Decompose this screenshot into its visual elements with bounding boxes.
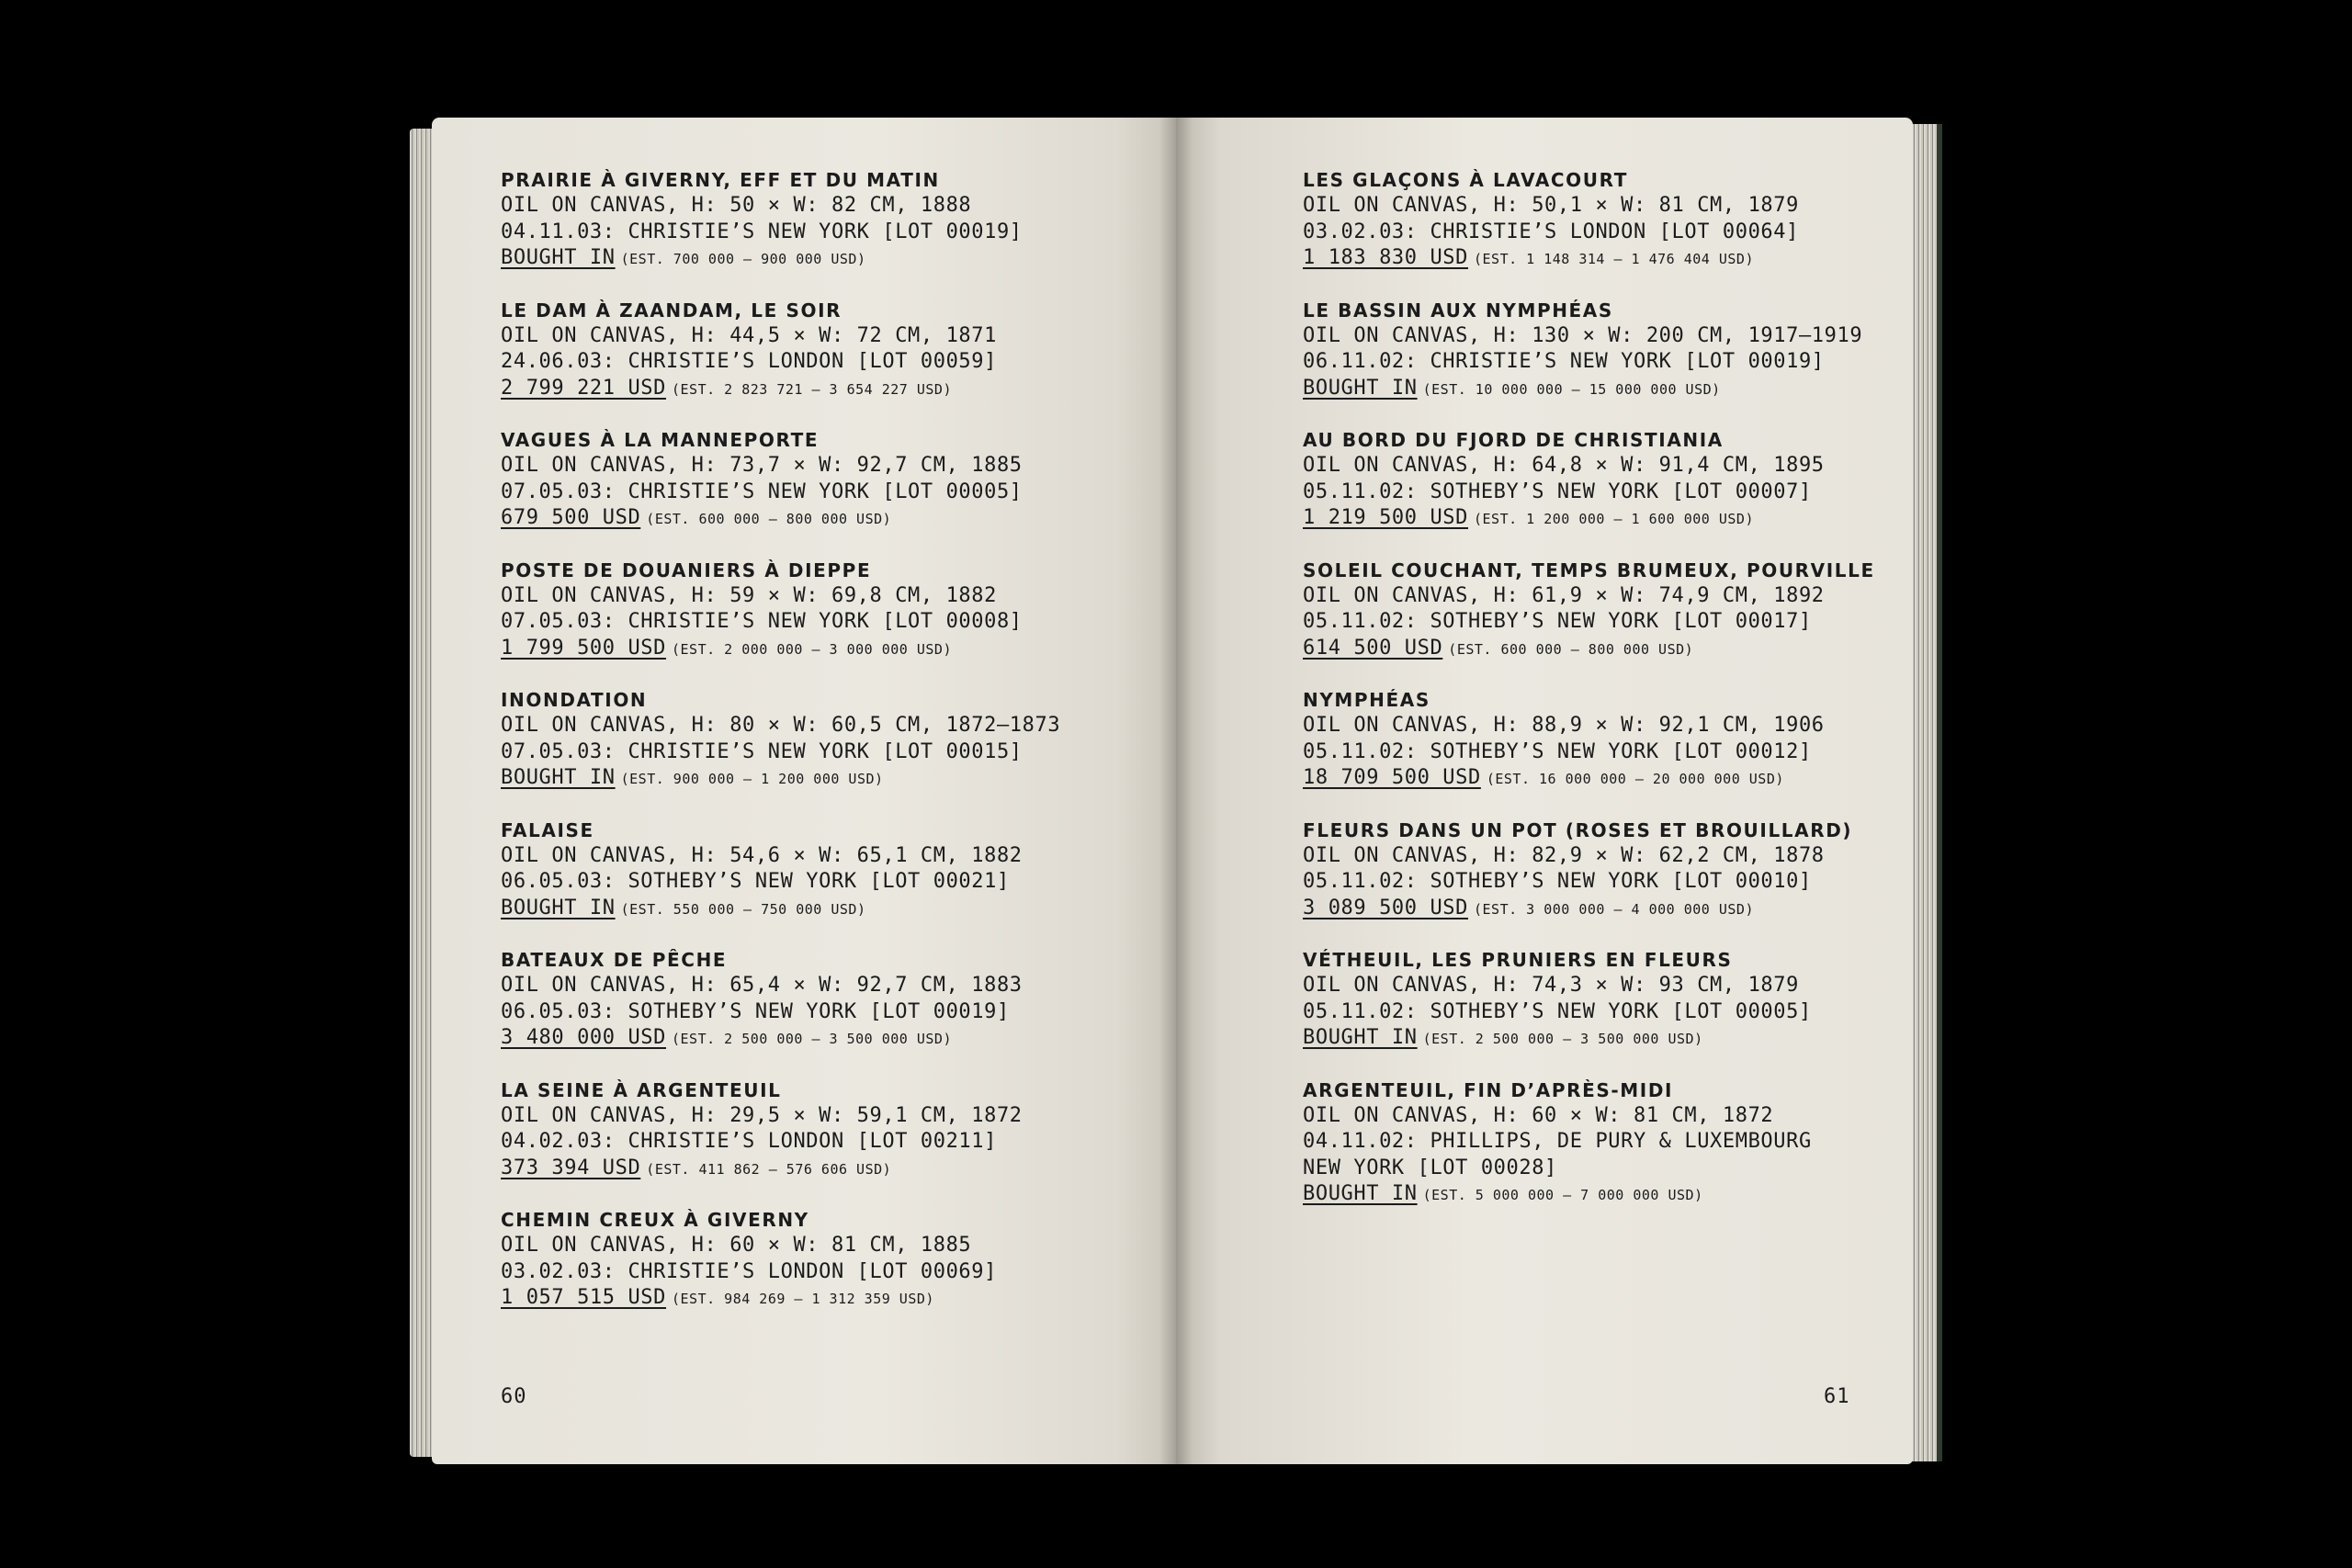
- entry-price: BOUGHT IN: [501, 246, 616, 269]
- auction-entry: [501, 167, 1144, 298]
- entry-title: LA SEINE À ARGENTEUIL: [501, 1078, 782, 1101]
- page-number-left: 60: [501, 1385, 527, 1408]
- entry-sale: 05.11.02: SOTHEBY’S NEW YORK [LOT 00010]: [1303, 870, 1812, 893]
- auction-entry: [1303, 687, 1891, 818]
- entry-sale: 04.11.03: CHRISTIE’S NEW YORK [LOT 00019]: [501, 220, 1023, 243]
- entry-medium: OIL ON CANVAS, H: 61,9 × W: 74,9 CM, 1892: [1303, 583, 1825, 607]
- right-page-entries: [1303, 167, 1891, 1207]
- entry-price: 679 500 USD: [501, 506, 641, 529]
- entry-estimate: (EST. 600 000 – 800 000 USD): [1448, 640, 1694, 658]
- entry-estimate: (EST. 411 862 – 576 606 USD): [646, 1160, 892, 1178]
- auction-entry: [501, 1207, 1144, 1337]
- entry-estimate: (EST. 16 000 000 – 20 000 000 USD): [1486, 771, 1784, 787]
- entry-price-line: [501, 1025, 1144, 1052]
- auction-entry: [501, 298, 1144, 428]
- entry-price: 614 500 USD: [1303, 636, 1443, 660]
- entry-price-line: [1303, 505, 1891, 532]
- entry-estimate: (EST. 1 200 000 – 1 600 000 USD): [1474, 511, 1754, 527]
- book-gutter: [1159, 118, 1193, 1464]
- entry-price: 2 799 221 USD: [501, 376, 666, 400]
- entry-medium: OIL ON CANVAS, H: 82,9 × W: 62,2 CM, 1878: [1303, 843, 1825, 867]
- entry-price: 3 480 000 USD: [501, 1026, 666, 1049]
- entry-price: 1 219 500 USD: [1303, 506, 1468, 529]
- entry-medium: OIL ON CANVAS, H: 88,9 × W: 92,1 CM, 1906: [1303, 714, 1825, 737]
- entry-title: LE BASSIN AUX NYMPHÉAS: [1303, 299, 1613, 321]
- page-number-right: 61: [1824, 1385, 1850, 1408]
- auction-entry: [1303, 818, 1891, 948]
- entry-sale: 05.11.02: SOTHEBY’S NEW YORK [LOT 00012]: [1303, 739, 1812, 763]
- entry-sale: 06.11.02: CHRISTIE’S NEW YORK [LOT 00019]: [1303, 350, 1825, 373]
- entry-price: BOUGHT IN: [1303, 1026, 1418, 1049]
- entry-sale: 03.02.03: CHRISTIE’S LONDON [LOT 00064]: [1303, 220, 1799, 243]
- entry-price: 1 183 830 USD: [1303, 246, 1468, 269]
- auction-entry: [501, 558, 1144, 688]
- entry-title: VAGUES À LA MANNEPORTE: [501, 429, 820, 451]
- entry-estimate: (EST. 10 000 000 – 15 000 000 USD): [1422, 380, 1721, 398]
- entry-medium: OIL ON CANVAS, H: 50 × W: 82 CM, 1888: [501, 194, 972, 217]
- entry-price: 1 799 500 USD: [501, 636, 666, 660]
- entry-medium: OIL ON CANVAS, H: 60 × W: 81 CM, 1872: [1303, 1103, 1774, 1127]
- entry-title: VÉTHEUIL, LES PRUNIERS EN FLEURS: [1303, 949, 1733, 971]
- entry-medium: OIL ON CANVAS, H: 60 × W: 81 CM, 1885: [501, 1234, 972, 1257]
- entry-title: SOLEIL COUCHANT, TEMPS BRUMEUX, POURVILLE: [1303, 558, 1875, 581]
- auction-entry: [1303, 427, 1891, 558]
- entry-title: NYMPHÉAS: [1303, 689, 1430, 711]
- entry-medium: OIL ON CANVAS, H: 80 × W: 60,5 CM, 1872–1873: [501, 714, 1061, 737]
- entry-title: LES GLAÇONS À LAVACOURT: [1303, 169, 1628, 191]
- entry-price-line: [1303, 245, 1891, 272]
- entry-price: 1 057 515 USD: [501, 1286, 666, 1309]
- entry-estimate: (EST. 900 000 – 1 200 000 USD): [620, 771, 884, 787]
- entry-price-line: [501, 245, 1144, 272]
- entry-medium: OIL ON CANVAS, H: 29,5 × W: 59,1 CM, 1872: [501, 1103, 1023, 1127]
- entry-price-line: [1303, 896, 1891, 922]
- auction-entry: [501, 1077, 1144, 1208]
- entry-medium: OIL ON CANVAS, H: 64,8 × W: 91,4 CM, 1895: [1303, 454, 1825, 477]
- entry-sale: 07.05.03: CHRISTIE’S NEW YORK [LOT 00015]: [501, 739, 1023, 763]
- entry-medium: OIL ON CANVAS, H: 73,7 × W: 92,7 CM, 1885: [501, 454, 1023, 477]
- entry-price-line: [1303, 376, 1891, 402]
- entry-price-line: [501, 636, 1144, 662]
- entry-title: BATEAUX DE PÊCHE: [501, 949, 728, 971]
- auction-entry: [1303, 1077, 1891, 1208]
- auction-entry: [501, 687, 1144, 818]
- entry-sale-continued: NEW YORK [LOT 00028]: [1303, 1156, 1557, 1179]
- entry-title: FALAISE: [501, 818, 594, 841]
- entry-medium: OIL ON CANVAS, H: 74,3 × W: 93 CM, 1879: [1303, 974, 1799, 997]
- entry-estimate: (EST. 2 000 000 – 3 000 000 USD): [672, 640, 952, 658]
- entry-price: 3 089 500 USD: [1303, 896, 1468, 919]
- entry-estimate: (EST. 600 000 – 800 000 USD): [646, 511, 892, 527]
- entry-estimate: (EST. 550 000 – 750 000 USD): [620, 900, 866, 918]
- entry-title: POSTE DE DOUANIERS À DIEPPE: [501, 558, 872, 581]
- entry-title: AU BORD DU FJORD DE CHRISTIANIA: [1303, 429, 1724, 451]
- entry-price-line: [501, 765, 1144, 792]
- entry-sale: 04.02.03: CHRISTIE’S LONDON [LOT 00211]: [501, 1130, 997, 1153]
- entry-medium: OIL ON CANVAS, H: 50,1 × W: 81 CM, 1879: [1303, 194, 1799, 217]
- entry-estimate: (EST. 700 000 – 900 000 USD): [620, 251, 866, 267]
- entry-price-line: [501, 505, 1144, 532]
- entry-title: INONDATION: [501, 689, 648, 711]
- entry-price: BOUGHT IN: [501, 766, 616, 789]
- entry-sale: 07.05.03: CHRISTIE’S NEW YORK [LOT 00005]: [501, 479, 1023, 503]
- entry-estimate: (EST. 2 500 000 – 3 500 000 USD): [672, 1031, 952, 1047]
- entry-price: BOUGHT IN: [1303, 376, 1418, 400]
- entry-title: ARGENTEUIL, FIN D’APRÈS-MIDI: [1303, 1078, 1674, 1101]
- entry-price-line: [501, 376, 1144, 402]
- entry-estimate: (EST. 3 000 000 – 4 000 000 USD): [1474, 900, 1754, 918]
- entry-sale: 05.11.02: SOTHEBY’S NEW YORK [LOT 00007]: [1303, 479, 1812, 503]
- entry-price-line: [1303, 1025, 1891, 1052]
- entry-price-line: [1303, 636, 1891, 662]
- auction-entry: [501, 818, 1144, 948]
- entry-estimate: (EST. 2 500 000 – 3 500 000 USD): [1422, 1031, 1703, 1047]
- auction-entry: [501, 427, 1144, 558]
- entry-medium: OIL ON CANVAS, H: 65,4 × W: 92,7 CM, 1883: [501, 974, 1023, 997]
- entry-medium: OIL ON CANVAS, H: 44,5 × W: 72 CM, 1871: [501, 323, 997, 347]
- auction-entry: [501, 947, 1144, 1077]
- auction-entry: [1303, 167, 1891, 298]
- entry-price-line: [1303, 1181, 1891, 1208]
- entry-sale: 03.02.03: CHRISTIE’S LONDON [LOT 00069]: [501, 1259, 997, 1283]
- entry-medium: OIL ON CANVAS, H: 130 × W: 200 CM, 1917–1919: [1303, 323, 1863, 347]
- entry-estimate: (EST. 5 000 000 – 7 000 000 USD): [1422, 1187, 1703, 1203]
- entry-medium: OIL ON CANVAS, H: 59 × W: 69,8 CM, 1882: [501, 583, 997, 607]
- entry-sale: 06.05.03: SOTHEBY’S NEW YORK [LOT 00021]: [501, 870, 1010, 893]
- auction-entry: [1303, 298, 1891, 428]
- left-page-edges: [410, 129, 434, 1457]
- entry-price-line: [501, 896, 1144, 922]
- entry-sale: 07.05.03: CHRISTIE’S NEW YORK [LOT 00008]: [501, 610, 1023, 633]
- entry-price-line: [501, 1285, 1144, 1312]
- entry-price: 18 709 500 USD: [1303, 766, 1481, 789]
- entry-estimate: (EST. 2 823 721 – 3 654 227 USD): [672, 380, 952, 398]
- entry-price-line: [1303, 765, 1891, 792]
- entry-title: PRAIRIE À GIVERNY, EFF ET DU MATIN: [501, 169, 940, 191]
- entry-sale: 05.11.02: SOTHEBY’S NEW YORK [LOT 00017]: [1303, 610, 1812, 633]
- entry-title: LE DAM À ZAANDAM, LE SOIR: [501, 299, 842, 321]
- entry-price-line: [501, 1156, 1144, 1182]
- auction-entry: [1303, 947, 1891, 1077]
- left-page-entries: [501, 167, 1144, 1337]
- entry-price: BOUGHT IN: [1303, 1182, 1418, 1205]
- entry-estimate: (EST. 984 269 – 1 312 359 USD): [672, 1291, 934, 1307]
- entry-title: FLEURS DANS UN POT (ROSES ET BROUILLARD): [1303, 818, 1853, 841]
- entry-estimate: (EST. 1 148 314 – 1 476 404 USD): [1474, 251, 1754, 267]
- auction-entry: [1303, 558, 1891, 688]
- entry-sale: 24.06.03: CHRISTIE’S LONDON [LOT 00059]: [501, 350, 997, 373]
- entry-medium: OIL ON CANVAS, H: 54,6 × W: 65,1 CM, 1882: [501, 843, 1023, 867]
- entry-sale: 04.11.02: PHILLIPS, DE PURY & LUXEMBOURG: [1303, 1130, 1812, 1153]
- entry-sale: 05.11.02: SOTHEBY’S NEW YORK [LOT 00005]: [1303, 999, 1812, 1023]
- entry-title: CHEMIN CREUX À GIVERNY: [501, 1209, 809, 1231]
- entry-sale: 06.05.03: SOTHEBY’S NEW YORK [LOT 00019]: [501, 999, 1010, 1023]
- entry-price: 373 394 USD: [501, 1156, 641, 1179]
- entry-price: BOUGHT IN: [501, 896, 616, 919]
